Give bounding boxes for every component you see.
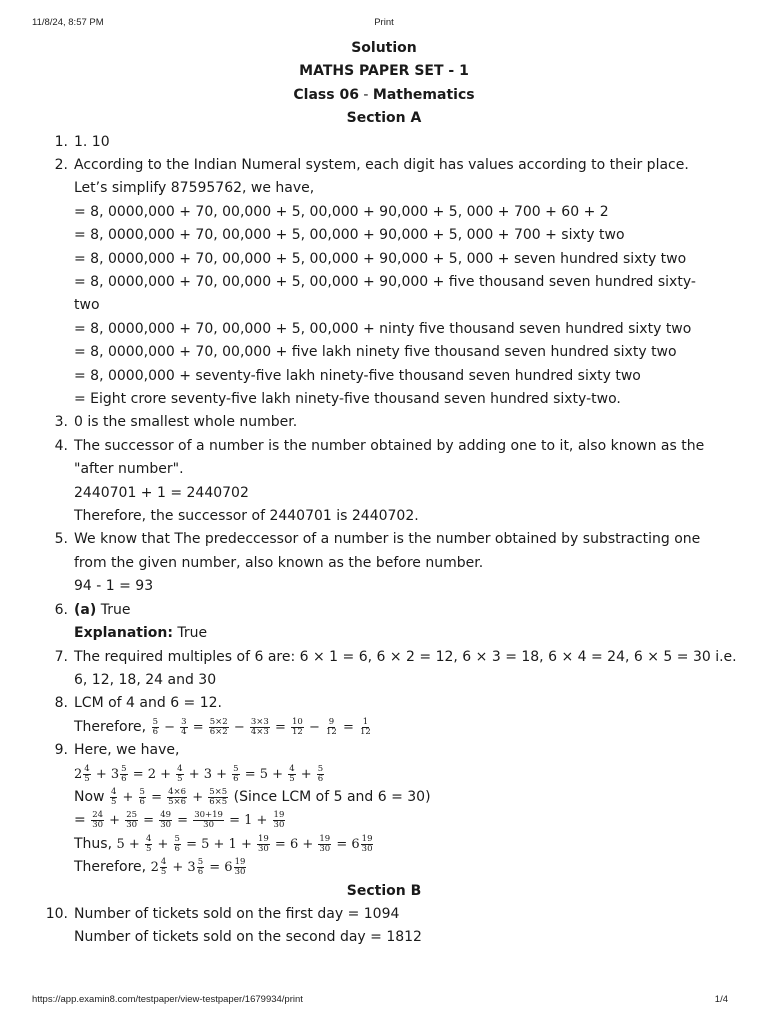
answer-item-6: [0, 599, 768, 646]
math-expression: $\frac{24}{30}$ + $\frac{25}{30}$ = $\frac{49}{30}$ = $\frac{30+19}{30}$ = 1 + $\frac{19}{30}$: [92, 810, 285, 831]
answer-line: = 8, 0000,000 + 70, 00,000 + five lakh ninety five thousand seven hundred sixty two: [74, 344, 677, 361]
section-a-title: Section A: [346, 110, 422, 127]
answer-line: two: [74, 297, 100, 314]
answer-math-line: [74, 763, 728, 786]
answer-text: 1. 10: [74, 133, 110, 150]
answer-item-9: [0, 739, 768, 879]
item-number: 10.: [45, 905, 68, 922]
subject-label: Mathematics: [372, 86, 475, 103]
answer-option: (a): [74, 601, 97, 618]
answer-line: Let’s simplify 87595762, we have,: [74, 180, 315, 197]
answer-value: True: [96, 601, 131, 618]
answer-line: Number of tickets sold on the second day = 1812: [74, 929, 422, 946]
answer-item-5: [0, 528, 768, 598]
answer-line: 2440701 + 1 = 2440702: [74, 484, 249, 501]
doc-heading-class: [0, 84, 768, 107]
answer-math-line: [74, 856, 728, 879]
answer-math-line: [74, 809, 728, 832]
answer-line: We know that The predeccessor of a number is the number obtained by substracting one: [74, 531, 701, 548]
item-number: 8.: [54, 695, 68, 712]
answer-line: Number of tickets sold on the first day = 1094: [74, 905, 400, 922]
answer-line: from the given number, also known as the before number.: [74, 554, 484, 571]
math-expression: $\frac{4}{5}$ + $\frac{5}{6}$ = $\frac{4\times 6}{5\times 6}$ + $\frac{5\times 5}{6\times 5}$: [110, 786, 228, 807]
section-b-title: Section B: [346, 882, 422, 899]
item-number: 3.: [54, 414, 68, 431]
answer-line: According to the Indian Numeral system, each digit has values according to their place.: [74, 156, 689, 173]
item-number: 1.: [54, 133, 68, 150]
print-header: [32, 17, 736, 31]
explanation-label: Explanation:: [74, 625, 173, 642]
math-expression: 2 $\frac{4}{5}$ + 3 $\frac{5}{6}$ = 6 $\frac{19}{30}$: [150, 857, 246, 878]
answer-item-7: [0, 646, 768, 693]
answer-line: = 8, 0000,000 + 70, 00,000 + 5, 00,000 + ninty five thousand seven hundred sixty two: [74, 320, 692, 337]
item-number: 9.: [54, 742, 68, 759]
therefore-label: Therefore,: [74, 859, 151, 876]
answer-line: 94 - 1 = 93: [74, 578, 154, 595]
document-body: [0, 37, 768, 950]
answer-item-3: [0, 411, 768, 434]
answer-line: = 8, 0000,000 + 70, 00,000 + 5, 00,000 + 90,000 + 5, 000 + 700 + sixty two: [74, 227, 625, 244]
doc-heading-solution: Solution: [351, 40, 417, 56]
item-number: 6.: [54, 601, 68, 618]
lcm-note: (Since LCM of 5 and 6 = 30): [229, 788, 431, 805]
math-expression: 2 $\frac{4}{5}$ + 3 $\frac{5}{6}$ = 2 + $\frac{4}{5}$ + 3 + $\frac{5}{6}$ = 5 + $\frac{4}{5}$ + $\frac{5}{6}$: [74, 763, 324, 784]
answer-item-1: [0, 131, 768, 154]
answer-line: = 8, 0000,000 + 70, 00,000 + 5, 00,000 + 90,000 + 5, 000 + 700 + 60 + 2: [74, 203, 609, 220]
print-footer: [32, 994, 736, 1008]
answer-line: = 8, 0000,000 + seventy-five lakh ninety-five thousand seven hundred sixty two: [74, 367, 641, 384]
answer-math-line: [74, 833, 728, 856]
answer-line: = 8, 0000,000 + 70, 00,000 + 5, 00,000 + 90,000 + 5, 000 + seven hundred sixty two: [74, 250, 687, 267]
answer-item-2: [0, 154, 768, 411]
doc-heading-paper: MATHS PAPER SET - 1: [299, 63, 469, 80]
now-label: Now: [74, 788, 109, 805]
answer-list-section-a: [0, 131, 768, 880]
answer-math-line: [74, 716, 728, 739]
thus-label: Thus,: [74, 835, 117, 852]
answer-line: = Eight crore seventy-five lakh ninety-five thousand seven hundred sixty-two.: [74, 391, 621, 408]
item-number: 5.: [54, 531, 68, 548]
answer-item-4: [0, 435, 768, 529]
answer-math-line: [74, 786, 728, 809]
math-expression: $\frac{5}{6}$ − $\frac{3}{4}$ = $\frac{5\times 2}{6\times 2}$ − $\frac{3\times 3}{4\times 3}$ = $\frac{10}{12}$ − $\frac{9}{12}$ = $\frac{1}{12}$: [152, 716, 371, 737]
explanation-line: [74, 622, 728, 645]
answer-line: 6, 12, 18, 24 and 30: [74, 671, 217, 688]
math-expression: 5 + $\frac{4}{5}$ + $\frac{5}{6}$ = 5 + 1 + $\frac{19}{30}$ = 6 + $\frac{19}{30}$ = 6 $\frac{19}{30}$: [116, 833, 373, 854]
answer-line: Here, we have,: [74, 742, 180, 759]
answer-line: The required multiples of 6 are: 6 × 1 = 6, 6 × 2 = 12, 6 × 3 = 18, 6 × 4 = 24, 6 × 5 = 30 i.e.: [74, 648, 737, 665]
print-title: Print: [374, 17, 394, 28]
explanation-text: True: [172, 625, 208, 642]
equals-label: =: [74, 812, 91, 829]
item-number: 2.: [54, 156, 68, 173]
answer-line: LCM of 4 and 6 = 12.: [74, 695, 222, 712]
page-url: https://app.examin8.com/testpaper/view-testpaper/1679934/print: [32, 994, 303, 1005]
answer-line: "after number".: [74, 461, 184, 478]
answer-text: 0 is the smallest whole number.: [74, 414, 298, 431]
answer-line: Therefore, the successor of 2440701 is 2440702.: [74, 508, 419, 525]
item-number: 7.: [54, 648, 68, 665]
answer-list-section-b: [0, 903, 768, 950]
therefore-label: Therefore,: [74, 718, 151, 735]
answer-option-line: [74, 599, 728, 622]
answer-item-8: [0, 692, 768, 739]
answer-line: = 8, 0000,000 + 70, 00,000 + 5, 00,000 + 90,000 + five thousand seven hundred sixty-: [74, 274, 696, 290]
answer-line: The successor of a number is the number obtained by adding one to it, also known as the: [74, 437, 705, 454]
page-number: 1/4: [714, 994, 728, 1005]
item-number: 4.: [54, 437, 68, 454]
class-label: Class 06: [293, 86, 359, 103]
class-separator: -: [358, 86, 373, 103]
answer-item-10: [0, 903, 768, 950]
print-datetime: 11/8/24, 8:57 PM: [32, 17, 104, 28]
